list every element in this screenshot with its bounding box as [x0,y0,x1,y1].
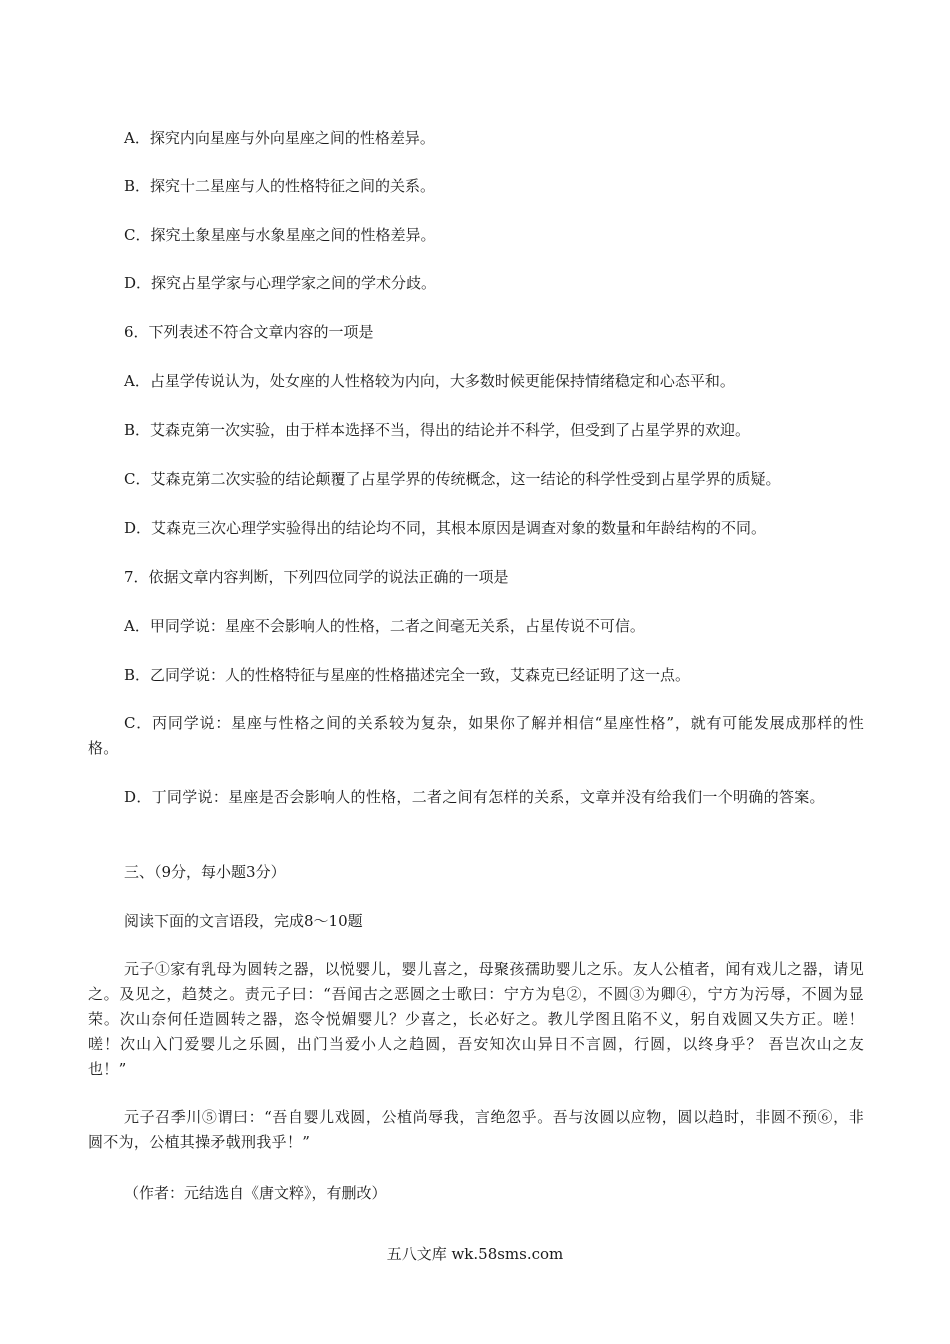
classical-passage-paragraph-1: 元子①家有乳母为圆转之器，以悦婴儿，婴儿喜之，母聚孩孺助婴儿之乐。友人公植者，闻有戏儿之器，请见之。及见之，趋焚之。责元子曰：“吾闻古之恶圆之士歌曰：宁方为皂②，不圆③为卿④，宁方为污辱，不圆为显荣。次山奈何任造圆转之器，恣令悦媚婴儿？少喜之，长必好之。教儿学图且陷不义，躬自戏圆又失方正。嗟！嗟！次山入门爱婴儿之乐圆，出门当爱小人之趋圆，吾安知次山异日不言圆，行圆，以终身乎？ 吾岂次山之友也！” [88,960,864,1078]
q6-option-c: C．艾森克第二次实验的结论颠覆了占星学界的传统概念，这一结论的科学性受到占星学界的质疑。 [124,470,781,488]
section-heading: 三、（9分，每小题3分） [124,863,286,881]
q6-option-d: D．艾森克三次心理学实验得出的结论均不同，其根本原因是调查对象的数量和年龄结构的不同。 [124,519,767,537]
q7-stem: 7．依据文章内容判断，下列四位同学的说法正确的一项是 [124,568,509,586]
source-citation: （作者：元结选自《唐文粹》，有删改） [124,1184,387,1202]
q6-option-b: B．艾森克第一次实验，由于样本选择不当，得出的结论并不科学，但受到了占星学界的欢迎。 [124,421,751,439]
q5-option-a: A．探究内向星座与外向星座之间的性格差异。 [124,129,435,147]
q5-option-d: D．探究占星学家与心理学家之间的学术分歧。 [124,274,437,292]
q6-stem: 6．下列表述不符合文章内容的一项是 [124,323,374,341]
q7-option-b: B．乙同学说：人的性格特征与星座的性格描述完全一致，艾森克已经证明了这一点。 [124,666,691,684]
section-instruction: 阅读下面的文言语段，完成8～10题 [124,912,363,930]
q7-option-d: D．丁同学说：星座是否会影响人的性格，二者之间有怎样的关系，文章并没有给我们一个明确的答案。 [124,788,825,806]
q6-option-a: A．占星学传说认为，处女座的人性格较为内向，大多数时候更能保持情绪稳定和心态平和。 [124,372,735,390]
footer-watermark: 五八文库 wk.58sms.com [386,1245,564,1263]
q5-option-b: B．探究十二星座与人的性格特征之间的关系。 [124,177,436,195]
q7-option-c: C．丙同学说：星座与性格之间的关系较为复杂，如果你了解并相信“星座性格”，就有可能发展成那样的性格。 [88,714,864,757]
classical-passage-paragraph-2: 元子召季川⑤谓曰：“吾自婴儿戏圆，公植尚辱我，言绝忽乎。吾与汝圆以应物，圆以趋时，非圆不预⑥，非圆不为，公植其操矛戟刑我乎！” [88,1108,864,1151]
q5-option-c: C．探究土象星座与水象星座之间的性格差异。 [124,226,436,244]
q7-option-a: A．甲同学说：星座不会影响人的性格，二者之间毫无关系，占星传说不可信。 [124,617,645,635]
